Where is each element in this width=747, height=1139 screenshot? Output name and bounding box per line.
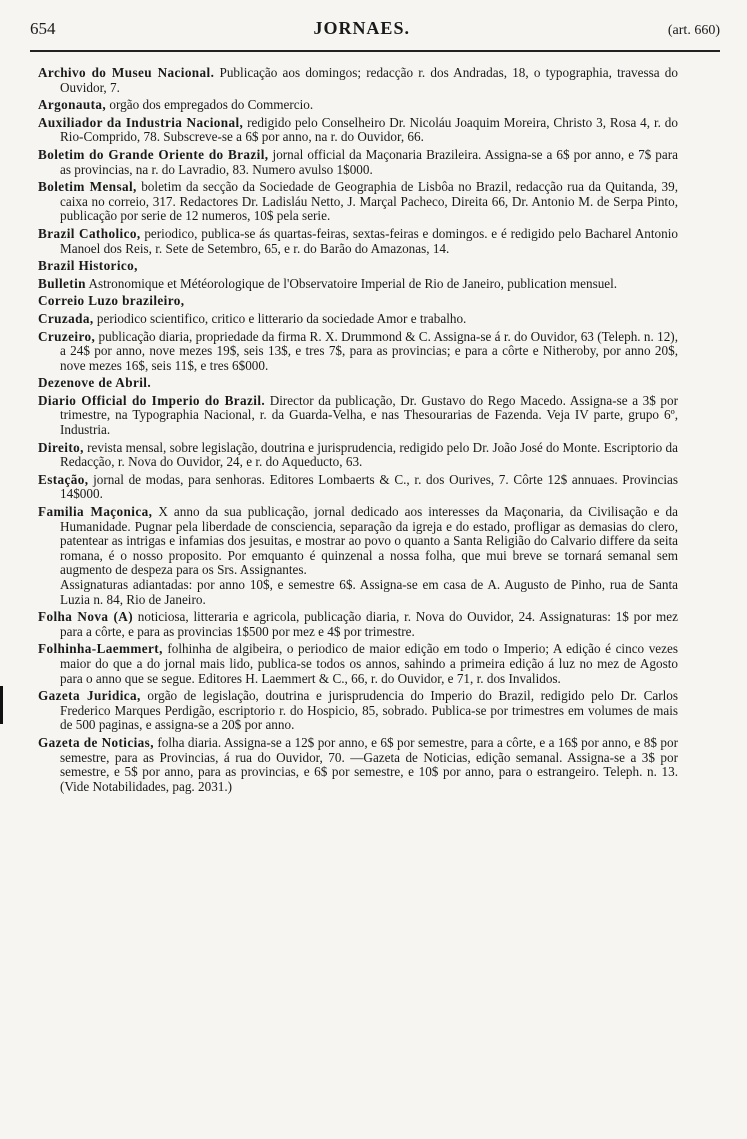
journal-name: Brazil Historico,: [38, 258, 138, 274]
journal-name: Folha Nova (A): [38, 609, 134, 625]
journal-entry: [38, 610, 678, 639]
journal-name: Estação,: [38, 471, 89, 487]
journal-name: Cruzada,: [38, 310, 94, 326]
journal-list: [38, 66, 678, 797]
journal-description: redigido pelo Conselheiro Dr. Nicoláu Joaquim Moreira, Christo 3, Rosa 4, r. do Rio-Comprido, 78. Subscreve-se a 6$ por anno, na r. do Ouvidor, 66.: [60, 114, 678, 145]
journal-description: orgão dos empregados do Commercio.: [106, 97, 314, 113]
journal-entry: [38, 441, 678, 470]
journal-name: Bulletin: [38, 275, 86, 291]
journal-name: Boletim do Grande Oriente do Brazil,: [38, 146, 269, 162]
journal-entry: [38, 394, 678, 438]
journal-description: periodico, publica-se ás quartas-feiras, sextas-feiras e domingos. e é redigido pelo Bacharel Antonio Manoel dos Reis, r. Sete de Setembro, 65, e r. do Barão do Amazonas, 14.: [60, 225, 678, 256]
journal-description: orgão de legislação, doutrina e jurisprudencia do Imperio do Brazil, redigido pelo Dr. Carlos Frederico Marques Perdigão, escriptorio r. do Hospicio, 85, sobrado. Publica-se por trimestres em volumes de mais de 500 paginas, e assigna-se a 20$ por anno.: [60, 688, 678, 733]
journal-name: Direito,: [38, 439, 84, 455]
journal-entry: [38, 689, 678, 733]
journal-description: jornal de modas, para senhoras. Editores Lombaerts & C., r. dos Ourives, 7. Côrte 12$ annuaes. Provincias 14$000.: [60, 471, 678, 502]
journal-name: Familia Maçonica,: [38, 504, 153, 520]
journal-entry: [38, 66, 678, 95]
header-rule: [30, 50, 720, 52]
journal-name: Gazeta Juridica,: [38, 688, 141, 704]
journal-entry: [38, 180, 678, 224]
journal-entry: [38, 376, 678, 391]
journal-entry: [38, 642, 678, 686]
journal-description: revista mensal, sobre legislação, doutrina e jurisprudencia, redigido pelo Dr. João José do Monte. Escriptorio da Redacção, r. Nova do Ouvidor, 24, e r. do Aqueducto, 63.: [60, 439, 678, 470]
journal-entry: [38, 736, 678, 794]
journal-name: Diario Official do Imperio do Brazil.: [38, 392, 266, 408]
journal-entry: [38, 227, 678, 256]
journal-description: noticiosa, litteraria e agricola, publicação diaria, r. Nova do Ouvidor, 24. Assignaturas: 1$ por mez para a côrte, e para as provincias 1$500 por mez e 4$ por trimestre.: [60, 609, 678, 639]
journal-name: Folhinha-Laemmert,: [38, 641, 163, 657]
journal-name: Archivo do Museu Nacional.: [38, 65, 215, 80]
journal-name: Boletim Mensal,: [38, 179, 137, 195]
page-number: 654: [30, 19, 56, 38]
journal-description: folha diaria. Assigna-se a 12$ por anno, e 6$ por semestre, para a côrte, e a 16$ por anno, e 8$ por semestre, para as Provincias, á rua do Ouvidor, 70. —Gazeta de Noticias, edição semanal. Assigna-se a 3$ por semestre, e 5$ por anno, para as provincias, e 6$ por semestre, e 10$ por anno, para o estrangeiro. Teleph. n. 13. (Vide Notabilidades, pag. 2031.): [60, 734, 678, 794]
journal-name: Auxiliador da Industria Nacional,: [38, 114, 244, 130]
journal-name: Cruzeiro,: [38, 328, 96, 344]
journal-entry: [38, 473, 678, 502]
journal-entry: [38, 98, 678, 113]
journal-entry: [38, 312, 678, 327]
journal-subscription: Assignaturas adiantadas: por anno 10$, e semestre 6$. Assigna-se em casa de A. Augusto de Pinho, rua de Santa Luzia n. 84, Rio de Janeiro.: [60, 577, 678, 607]
page-title: JORNAES.: [313, 18, 410, 38]
journal-name: Gazeta de Noticias,: [38, 734, 154, 750]
margin-mark: [0, 686, 3, 724]
journal-entry: [38, 294, 678, 309]
page-header: [30, 18, 720, 44]
journal-description: jornal official da Maçonaria Brazileira. Assigna-se a 6$ por anno, e 7$ para as provincias, na r. do Lavradio, 83. Numero avulso 1$000.: [60, 146, 678, 177]
journal-description: Publicação aos domingos; redacção r. dos Andradas, 18, o typographia, travessa do Ouvidor, 7.: [60, 65, 678, 95]
journal-entry: [38, 505, 678, 607]
journal-name: Dezenove de Abril.: [38, 375, 152, 391]
journal-entry: [38, 277, 678, 292]
article-reference: (art. 660): [667, 23, 720, 38]
journal-entry: [38, 330, 678, 374]
journal-description: periodico scientifico, critico e litterario da sociedade Amor e trabalho.: [93, 310, 467, 326]
journal-description: folhinha de algibeira, o periodico de maior edição em todo o Imperio; A edição é cinco vezes maior do que a do jornal mais lido, publica-se todos os annos, sahindo a primeira edição á luz no mez de Agosto para o anno que se segue. Editores H. Laemmert & C., 66, r. do Ouvidor, e 71, r. dos Invalidos.: [60, 641, 678, 686]
journal-description: boletim da secção da Sociedade de Geographia de Lisbôa no Brazil, redacção rua da Quitanda, 39, caixa no correio, 317. Redactores Dr. Ladisláu Netto, J. Marçal Pacheco, Direita 66, Dr. Antonio M. de Serpa Pinto, publicação por serie de 12 numeros, 10$ pela serie.: [60, 179, 678, 224]
journal-description: X anno da sua publicação, jornal dedicado aos interesses da Maçonaria, da Civilisação e da Humanidade. Pugnar pela liberdade de consciencia, separação da igreja e do estado, profligar as demasias do clero, patentear as intrigas e infamias dos jesuitas, e mostrar ao povo o quanto a Santa Religião do Calvario differe da seita romana, é o nosso proposito. Por emquanto é quinzenal a nossa folha, que mui breve se tornará semanal sem augmento de despeza para os Srs. Assignantes.: [60, 504, 678, 578]
journal-entry: [38, 148, 678, 177]
journal-description: Director da publicação, Dr. Gustavo do Rego Macedo. Assigna-se a 3$ por trimestre, na Typographia Nacional, r. da Guarda-Velha, e nas Thesourarias de Fazenda. Veja IV parte, grupo 6º, Industria.: [60, 392, 678, 438]
journal-name: Brazil Catholico,: [38, 225, 141, 241]
journal-name: Correio Luzo brazileiro,: [38, 293, 185, 309]
journal-entry: [38, 259, 678, 274]
journal-description: Astronomique et Météorologique de l'Observatoire Imperial de Rio de Janeiro, publication mensuel.: [85, 275, 618, 291]
journal-name: Argonauta,: [38, 97, 107, 113]
journal-entry: [38, 116, 678, 145]
journal-description: publicação diaria, propriedade da firma R. X. Drummond & C. Assigna-se á r. do Ouvidor, 63 (Teleph. n. 12), a 24$ por anno, nove mezes 19$, seis 13$, e tres 7$, para as provincias; e para a côrte e Nitheroby, por anno 20$, nove mezes 16$, seis 11$, e tres 6$000.: [60, 328, 678, 373]
